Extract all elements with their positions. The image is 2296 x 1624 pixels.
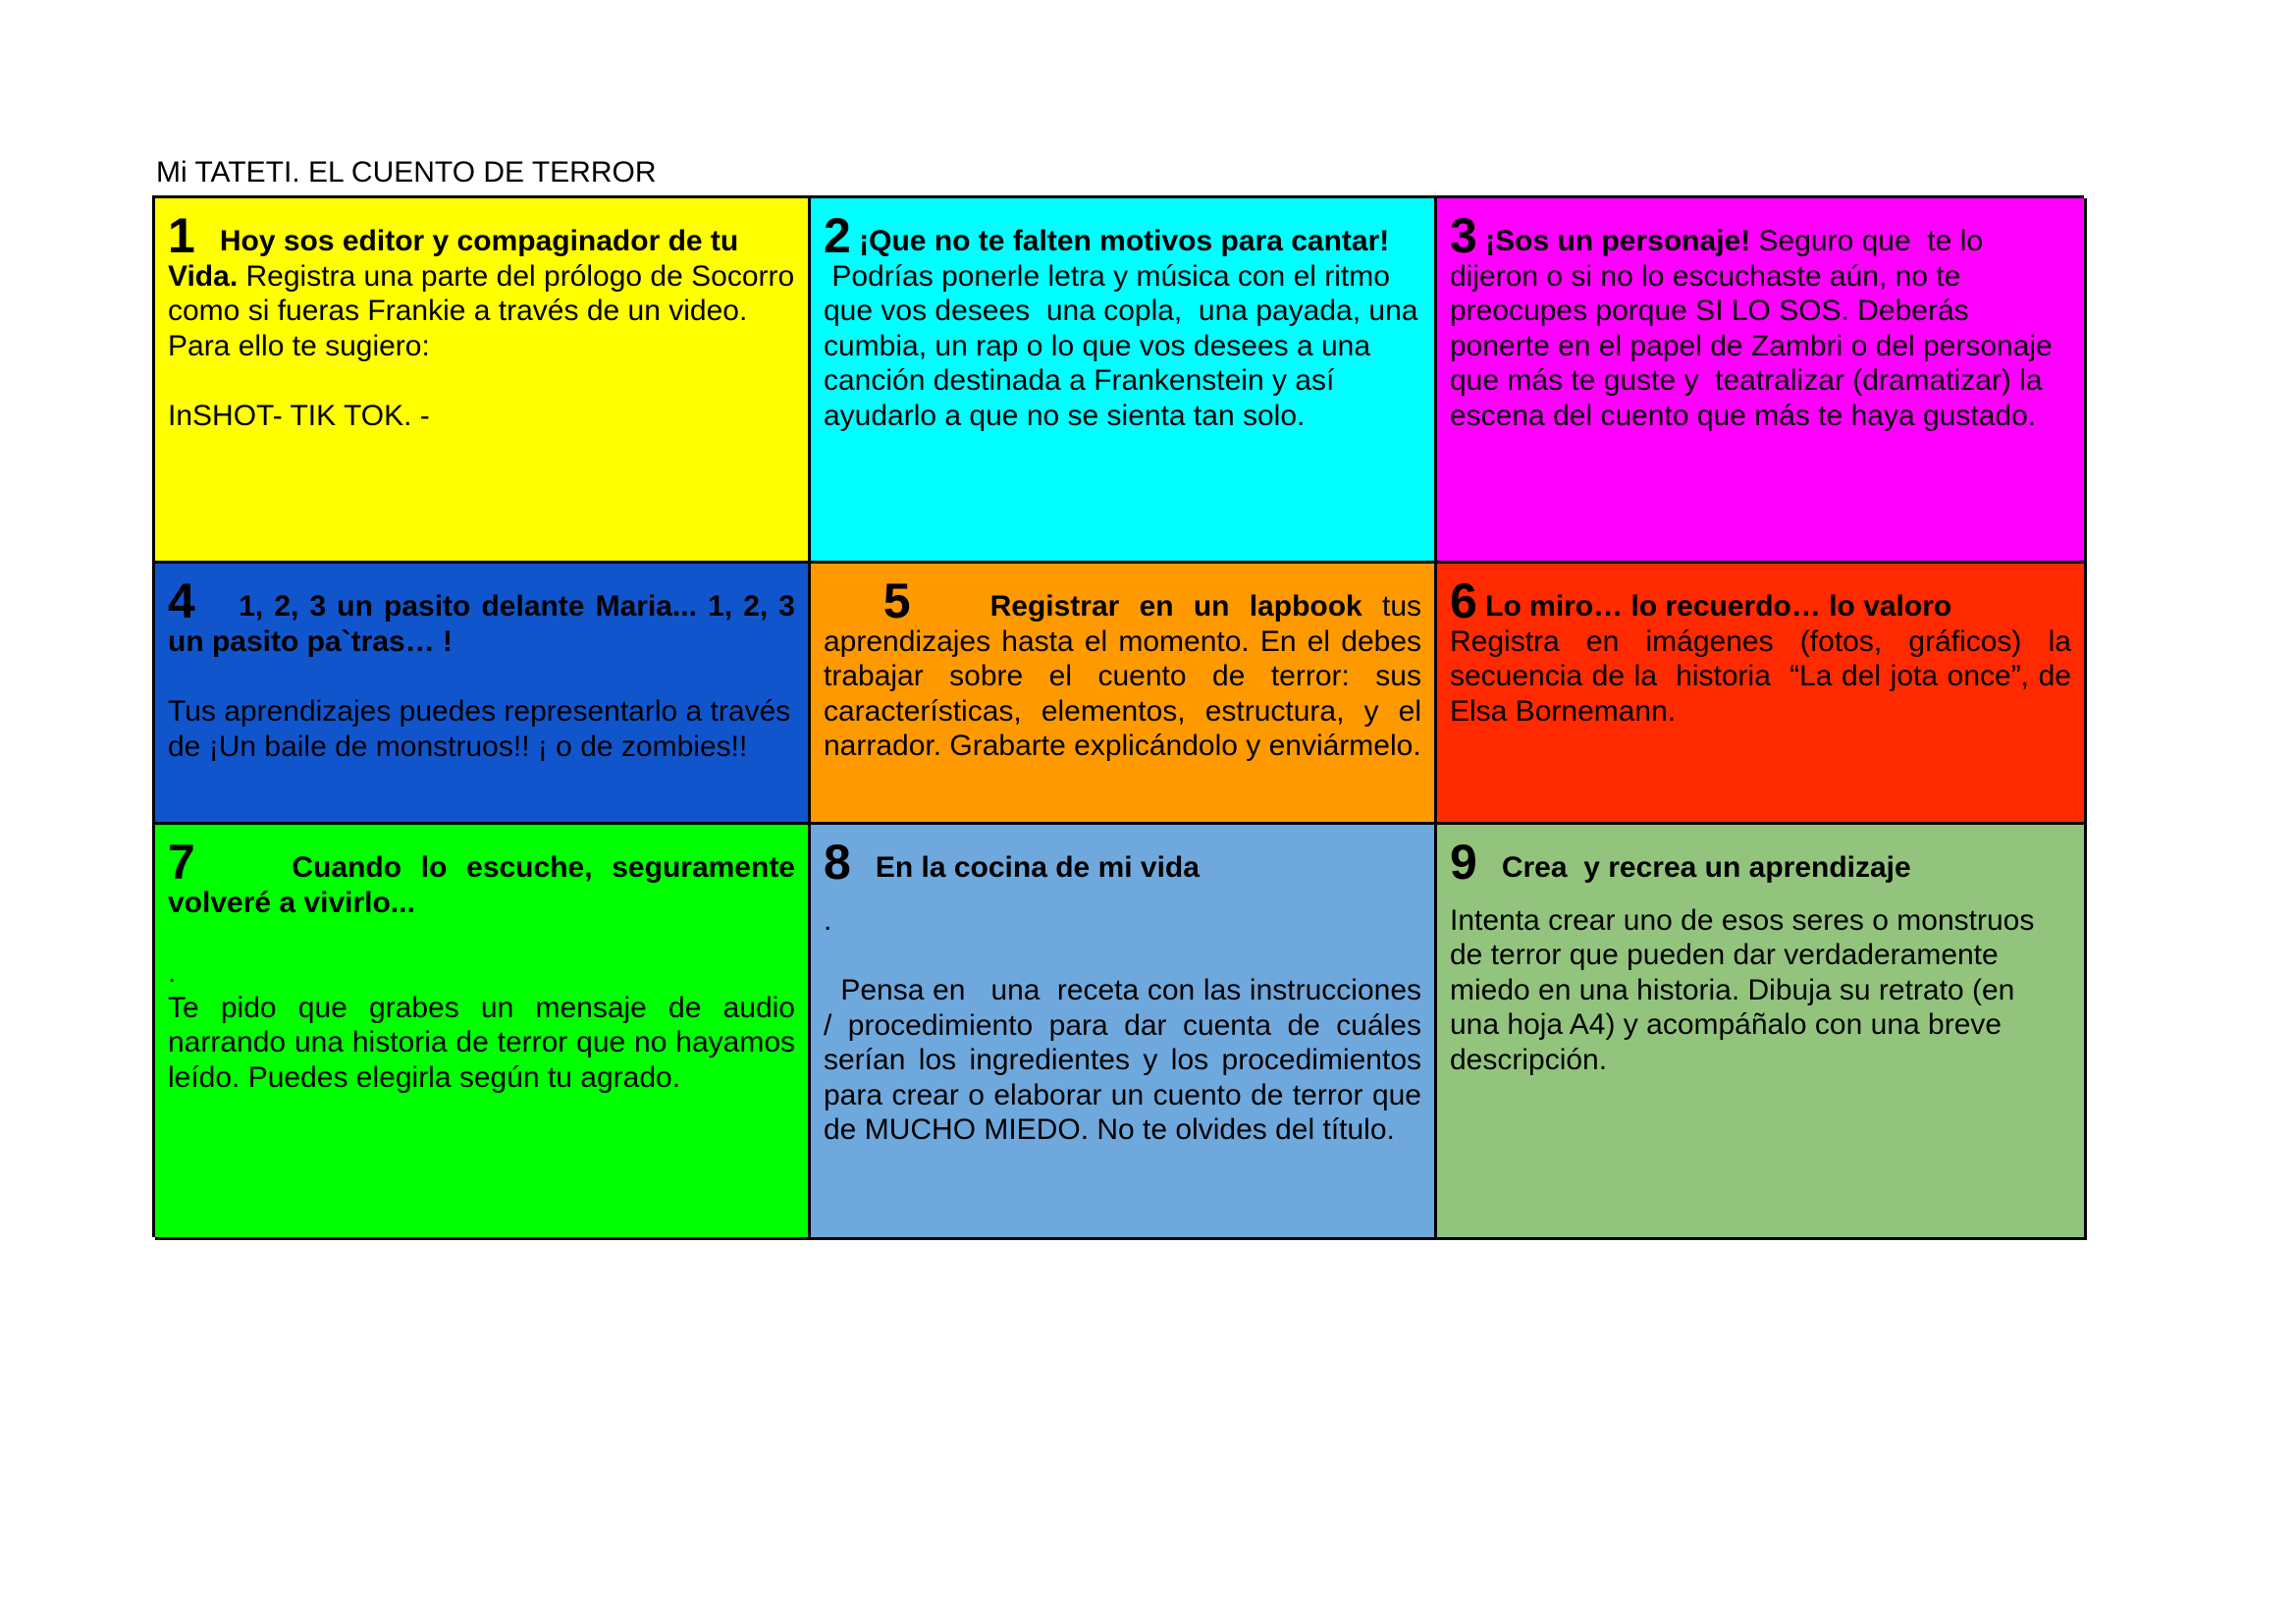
cell-4-heading-line (168, 573, 795, 628)
cell-heading-continued: un pasito pa`tras… ! (168, 624, 454, 658)
cell-body: Registra una parte del prólogo de Socorro como si fueras Frankie a través de un video. Para ello te sugiero: (168, 259, 803, 362)
cell-number: 2 (824, 208, 851, 263)
cell-heading: En la cocina de mi vida (875, 851, 1200, 884)
cell-7-heading-line (168, 835, 795, 890)
cell-5 (811, 564, 1437, 825)
spacer (1450, 886, 2071, 903)
spacer (168, 659, 795, 694)
cell-number: 9 (1450, 835, 1477, 890)
cell-body: Tus aprendizajes puedes representarlo a través de ¡Un baile de monstruos!! ¡ o de zombies!! (168, 695, 791, 763)
cell-9 (1437, 825, 2087, 1240)
cell-number: 1 (168, 208, 195, 263)
cell-heading: Cuando lo escuche, seguramente (292, 851, 795, 884)
cell-dot: . (168, 956, 177, 989)
cell-5-text (824, 573, 1422, 764)
cell-1-text (168, 208, 803, 363)
cell-number: 7 (168, 835, 195, 890)
cell-heading: Crea y recrea un aprendizaje (1501, 851, 1911, 884)
cell-4 (155, 564, 811, 825)
cell-2-text (824, 208, 1426, 433)
cell-2 (811, 198, 1437, 564)
cell-extra: InSHOT- TIK TOK. - (168, 400, 430, 432)
cell-heading: Hoy sos editor y compaginador de tu (219, 225, 739, 257)
cell-number: 3 (1450, 208, 1477, 263)
cell-heading: 1, 2, 3 un pasito delante Maria... 1, 2, 3 (239, 590, 795, 623)
cell-heading: ¡Que no te falten motivos para cantar! (859, 225, 1390, 257)
cell-body: Pensa en una receta con las instrucciones / procedimiento para dar cuenta de cuáles serían los ingredientes y los procedimientos para crear o elaborar un cuento de terror que de MUCHO MIEDO. No te olvides del título. (824, 974, 1430, 1146)
cell-body: Intenta crear uno de esos seres o monstruos de terror que pueden dar verdaderamente miedo en una historia. Dibuja su retrato (en una hoja A4) y acompáñalo con una breve descripción. (1450, 903, 2035, 1076)
cell-3-text (1450, 208, 2071, 433)
spacer (824, 938, 1421, 973)
cell-6-heading-line (1450, 573, 2071, 628)
cell-heading-continued: volveré a vivirlo... (168, 886, 415, 919)
cell-heading: ¡Sos un personaje! (1485, 225, 1751, 257)
cell-number: 5 (882, 573, 911, 628)
cell-7 (155, 825, 811, 1240)
tateti-board (152, 195, 2084, 1237)
document-title: Mi TATETI. EL CUENTO DE TERROR (156, 156, 657, 189)
cell-number: 6 (1450, 573, 1477, 628)
cell-number: 4 (168, 573, 195, 628)
cell-9-heading-line (1450, 835, 2071, 890)
spacer (168, 363, 795, 399)
cell-8-heading-line (824, 835, 1421, 890)
cell-dot: . (824, 903, 832, 937)
cell-body: Te pido que grabes un mensaje de audio narrando una historia de terror que no hayamos leído. Puedes elegirla según tu agrado. (168, 991, 795, 1094)
cell-8 (811, 825, 1437, 1240)
cell-heading: Lo miro… lo recuerdo… lo valoro (1485, 590, 1952, 623)
spacer (824, 886, 1421, 903)
cell-body: Seguro que te lo dijeron o si no lo escuchaste aún, no te preocupes porque SI LO SOS. Deberás ponerte en el papel de Zambri o del personaje que más te guste y teatralizar (dramatizar) la escena del cuento que más te haya gustado. (1450, 225, 2061, 432)
cell-1 (155, 198, 811, 564)
cell-body: Registra en imágenes (fotos, gráficos) la secuencia de la historia “La del jota once”, de Elsa Bornemann. (1450, 624, 2080, 728)
cell-body: Podrías ponerle letra y música con el ritmo que vos desees una copla, una payada, una cumbia, un rap o lo que vos desees a una canción destinada a Frankenstein y así ayudarlo a que no se sienta tan solo. (824, 259, 1426, 432)
cell-6 (1437, 564, 2087, 825)
cell-number: 8 (824, 835, 851, 890)
cell-body: tus aprendizajes hasta el momento. En el debes trabajar sobre el cuento de terror: sus características, elementos, estructura, y el narrador. Grabarte explicándolo y enviármelo. (824, 590, 1422, 762)
cell-heading-continued: Vida. (168, 259, 239, 293)
cell-heading: Registrar en un lapbook (989, 590, 1362, 623)
spacer (168, 920, 795, 955)
cell-3 (1437, 198, 2087, 564)
